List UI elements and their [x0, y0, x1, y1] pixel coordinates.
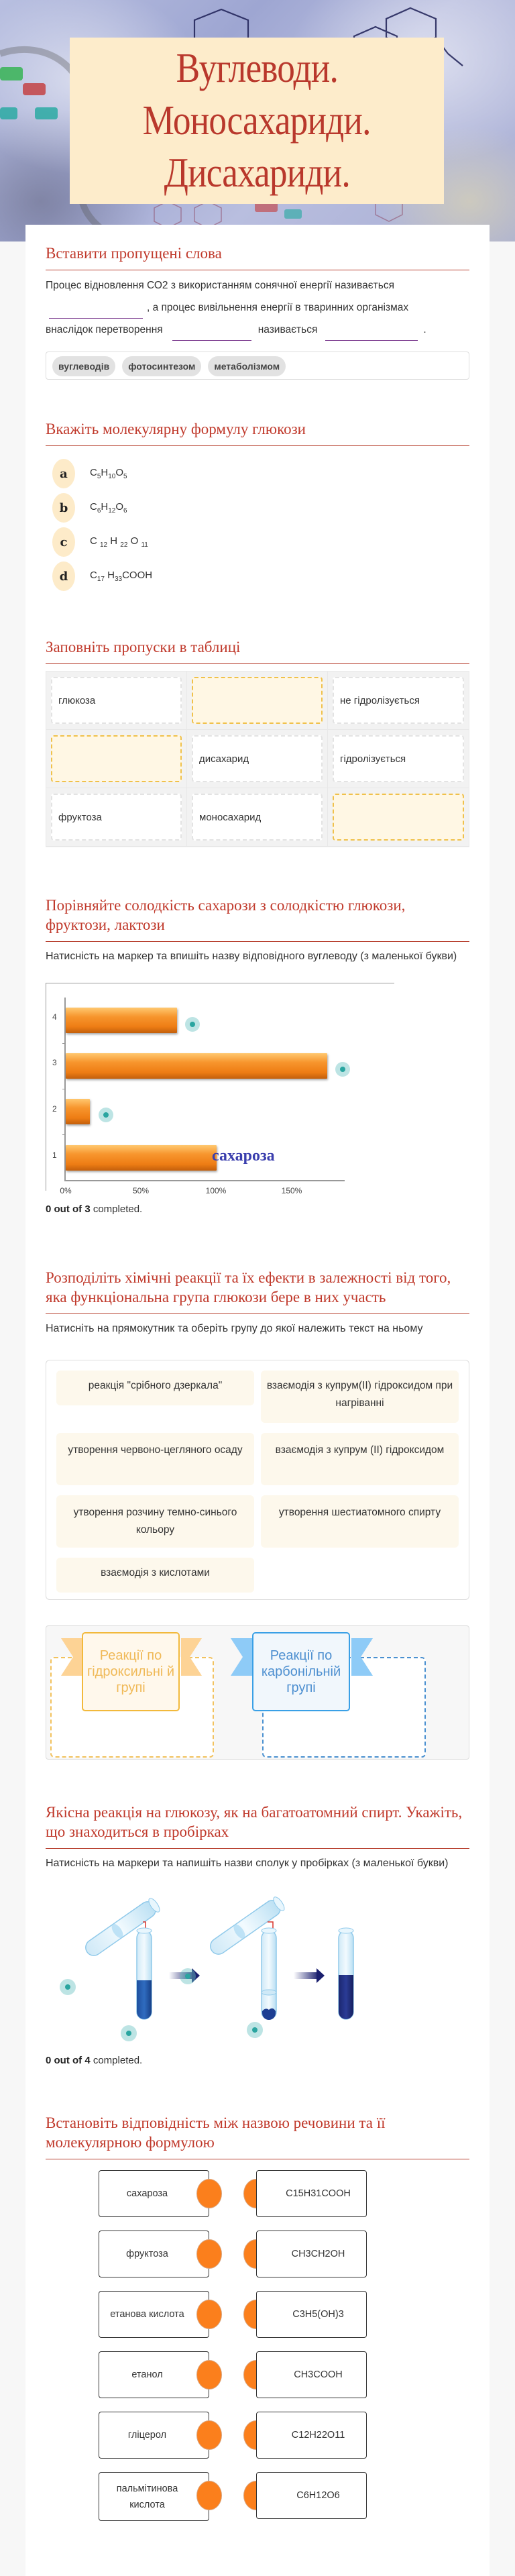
- answer-marker-4[interactable]: [185, 1017, 200, 1032]
- tubes-progress: 0 out of 4 completed.: [46, 2055, 143, 2066]
- matching-row: [46, 2291, 469, 2338]
- word-chip[interactable]: метаболізмом: [208, 356, 286, 376]
- section-title: Встановіть відповідність між назвою речовини та її молекулярною формулою: [46, 2113, 469, 2159]
- reaction-item[interactable]: утворення шестиатомного спирту: [261, 1495, 459, 1548]
- option-letter-badge: d: [52, 561, 75, 591]
- tube-marker-3[interactable]: [180, 1968, 196, 1984]
- text-fragment: .: [423, 324, 426, 335]
- table-cell: глюкоза: [51, 677, 182, 724]
- match-right-item[interactable]: C3H5(OH)3: [256, 2291, 367, 2338]
- match-left-item[interactable]: фруктоза: [99, 2231, 209, 2277]
- match-right-item[interactable]: C15H31COOH: [256, 2170, 367, 2217]
- hydroxyl-group-label: Реакції по гідроксильні й групі: [82, 1632, 180, 1711]
- section-title: Порівняйте солодкість сахарози з солодкістю глюкози, фруктози, лактози: [46, 896, 469, 942]
- table-cell: не гідролізується: [333, 677, 464, 724]
- sweetness-bar-chart: [46, 983, 401, 1197]
- word-bank: [46, 352, 469, 380]
- match-left-item[interactable]: гліцерол: [99, 2412, 209, 2459]
- category-bins: [46, 1625, 469, 1760]
- matching-row: [46, 2170, 469, 2217]
- reaction-item[interactable]: утворення червоно-цегляного осаду: [56, 1433, 254, 1485]
- tube-marker-2[interactable]: [121, 2025, 137, 2041]
- answer-marker-3[interactable]: [335, 1062, 350, 1077]
- match-left-item[interactable]: сахароза: [99, 2170, 209, 2217]
- match-right-item[interactable]: C6H12O6: [256, 2472, 367, 2519]
- match-left-item[interactable]: етанол: [99, 2351, 209, 2398]
- reaction-items-pool: [46, 1360, 469, 1600]
- categorize-section: [46, 1268, 469, 1338]
- option-letter-badge: a: [52, 459, 75, 488]
- table-drop-zone[interactable]: [333, 794, 464, 841]
- bar-2: [66, 1099, 90, 1124]
- option-letter-badge: c: [52, 527, 75, 557]
- test-tubes-icon: [46, 1892, 448, 2039]
- word-chip[interactable]: фотосинтезом: [122, 356, 201, 376]
- glucose-formula-question: [46, 419, 469, 594]
- section-instructions: Натисність на маркери та напишіть назви сполук у пробірках (з маленької букви): [46, 1858, 449, 1869]
- section-title: Заповніть пропуски в таблиці: [46, 637, 469, 664]
- banner-title-box: [70, 38, 444, 204]
- match-left-connector[interactable]: [196, 2300, 222, 2329]
- x-tick-label: 50%: [132, 1186, 150, 1195]
- matching-row: [46, 2412, 469, 2459]
- match-right-item[interactable]: C12H22O11: [256, 2412, 367, 2459]
- match-left-connector[interactable]: [196, 2360, 222, 2390]
- text-fragment: внаслідок перетворення: [46, 324, 163, 335]
- answer-options: [46, 457, 469, 593]
- section-title: Вкажіть молекулярну формулу глюкози: [46, 419, 469, 446]
- answer-option-d[interactable]: [46, 559, 469, 593]
- matching-section: [46, 2113, 469, 2159]
- blank-input-2[interactable]: [172, 326, 251, 341]
- option-formula: $C_{17}$ $H_{33}COOH$: [90, 570, 153, 583]
- matching-row: [46, 2231, 469, 2277]
- test-tubes-section: [46, 1803, 469, 1872]
- text-fragment: Процес відновлення СО2 з використанням сонячної енергії називається: [46, 280, 394, 291]
- test-tubes-illustration: [46, 1892, 448, 2039]
- fill-blanks-text: [46, 274, 469, 341]
- text-fragment: називається: [258, 324, 318, 335]
- reaction-item[interactable]: взаємодія з купрум (ІІ) гідроксидом: [261, 1433, 459, 1485]
- reaction-item[interactable]: утворення розчину темно-синього кольору: [56, 1495, 254, 1548]
- x-tick-label: 150%: [281, 1186, 302, 1195]
- reaction-item[interactable]: взаємодія з кислотами: [56, 1558, 254, 1593]
- matching-row: [46, 2351, 469, 2398]
- reaction-item[interactable]: взаємодія з купрум(ІІ) гідроксидом при нагріванні: [261, 1371, 459, 1423]
- fill-table: [46, 671, 469, 847]
- x-tick-label: 0%: [60, 1186, 72, 1195]
- banner-title-line-3: Дисахариди.: [164, 150, 350, 196]
- section-title: Розподіліть хімічні реакції та їх ефекти в залежності від того, яка функціональна група глюкози бере в них участь: [46, 1268, 469, 1314]
- x-tick-label: 100%: [205, 1186, 227, 1195]
- answer-marker-2[interactable]: [99, 1108, 113, 1122]
- table-cell: моносахарид: [192, 794, 323, 841]
- table-drop-zone[interactable]: [51, 735, 182, 782]
- section-instructions: Натисність на маркер та впишіть назву відповідного вуглеводу (з маленької букви): [46, 951, 457, 962]
- reaction-item[interactable]: реакція "срібного дзеркала": [56, 1371, 254, 1405]
- answer-option-c[interactable]: [46, 525, 469, 559]
- fill-blanks-section: [46, 244, 469, 380]
- option-formula: C $_{12}$ H $_{22}$ O $_{11}$: [90, 535, 148, 549]
- section-instructions: Натисніть на прямокутник та оберіть групу до якої належить текст на ньому: [46, 1323, 423, 1334]
- banner-title-line-1: Вуглеводи.: [176, 46, 338, 91]
- tube-marker-1[interactable]: [60, 1979, 76, 1995]
- y-tick-label: 4: [52, 1012, 57, 1022]
- table-cell: дисахарид: [192, 735, 323, 782]
- blank-input-3[interactable]: [325, 326, 418, 341]
- sweetness-section: [46, 896, 469, 965]
- text-fragment: , а процес вивільнення енергії в тваринних організмах: [147, 302, 409, 313]
- match-right-item[interactable]: CH3COOH: [256, 2351, 367, 2398]
- worksheet-card: [25, 225, 490, 2576]
- match-left-connector[interactable]: [196, 2239, 222, 2269]
- chart-progress: 0 out of 3 completed.: [46, 1203, 143, 1215]
- carbonyl-group-label: Реакції по карбонільній групі: [252, 1632, 350, 1711]
- match-left-item[interactable]: пальмітинова кислота: [99, 2472, 209, 2521]
- y-tick-label: 3: [52, 1058, 57, 1067]
- fill-table-section: [46, 637, 469, 847]
- match-left-connector[interactable]: [196, 2420, 222, 2450]
- match-left-connector[interactable]: [196, 2481, 222, 2510]
- option-letter-badge: b: [52, 493, 75, 523]
- answer-option-a[interactable]: [46, 457, 469, 490]
- banner-title-line-2: Моносахариди.: [143, 98, 371, 144]
- answer-option-b[interactable]: [46, 491, 469, 525]
- bar-1: [66, 1145, 217, 1171]
- match-left-connector[interactable]: [196, 2179, 222, 2208]
- bar-4: [66, 1008, 177, 1033]
- table-cell: гідролізується: [333, 735, 464, 782]
- sucrose-label: сахароза: [212, 1147, 275, 1165]
- table-drop-zone[interactable]: [192, 677, 323, 724]
- matching-pairs: [46, 2170, 469, 2534]
- word-chip[interactable]: вуглеводів: [52, 356, 115, 376]
- section-title: Вставити пропущені слова: [46, 244, 469, 270]
- match-left-item[interactable]: етанова кислота: [99, 2291, 209, 2338]
- option-formula: $C_5H_{10}O_5$: [90, 467, 127, 480]
- bar-3: [66, 1053, 327, 1079]
- y-tick-label: 1: [52, 1150, 57, 1160]
- y-tick-label: 2: [52, 1104, 57, 1114]
- option-formula: $C_6H_{12}O_6$: [90, 501, 127, 515]
- tube-marker-4[interactable]: [247, 2022, 263, 2038]
- header-banner: [0, 0, 515, 241]
- matching-row: [46, 2472, 469, 2521]
- section-title: Якісна реакція на глюкозу, як на багатоатомний спирт. Укажіть, що знаходиться в пробірках: [46, 1803, 469, 1849]
- chart-x-axis: [64, 1180, 345, 1181]
- match-right-item[interactable]: CH3CH2OH: [256, 2231, 367, 2277]
- blank-input-1[interactable]: [49, 304, 143, 319]
- table-cell: фруктоза: [51, 794, 182, 841]
